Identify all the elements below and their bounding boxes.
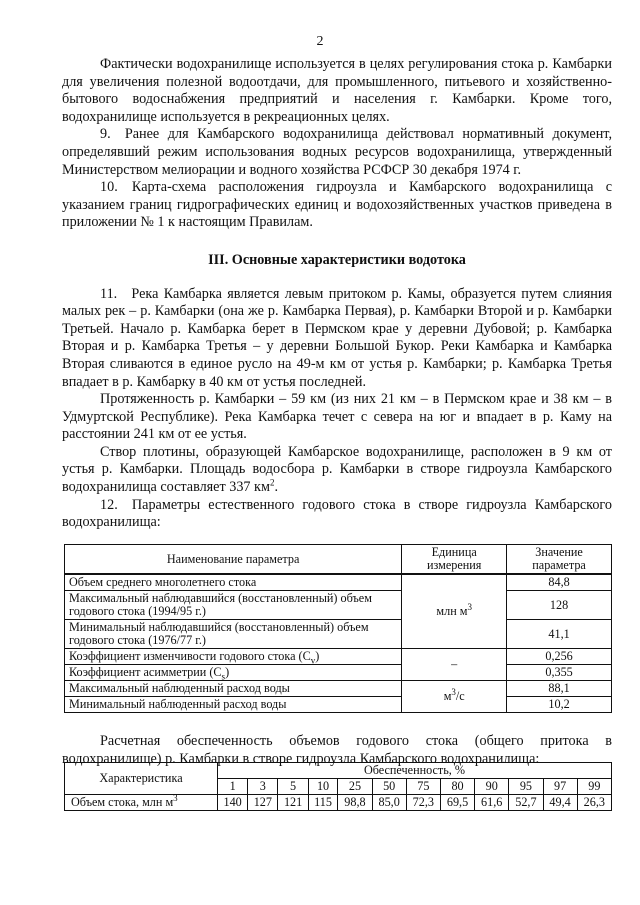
volume-cell: 115 [308,795,338,811]
header-characteristic: Характеристика [65,763,218,795]
prob-cell: 25 [338,779,372,795]
param-value: 88,1 [507,681,612,697]
param-unit-flow [402,681,507,713]
volume-cell: 49,4 [543,795,577,811]
prob-cell: 5 [278,779,308,795]
prob-cell: 75 [406,779,440,795]
prob-cell: 95 [509,779,543,795]
cs-label-end: ) [225,665,230,679]
cs-sub: s [221,671,226,682]
param-value: 41,1 [507,620,612,649]
unit-mln-text: млн м [436,604,468,618]
paragraph-calc: Расчетная обеспеченность объемов годового стока (общего притока в водохранилище) р. Камбарки в створе гидроузла Камбарского водохранилища: [62,733,612,767]
prob-cell: 97 [543,779,577,795]
unit-flow-text: м [443,689,452,703]
table-header-row [65,763,612,779]
table-row [65,681,612,697]
unit-flow-end: /с [455,689,465,703]
header-value: Значение параметра [507,545,612,575]
prob-cell: 1 [218,779,248,795]
row-label-sup: 3 [173,792,178,803]
header-probability: Обеспеченность, % [218,763,612,779]
paragraph-11: 11. Река Камбарка является левым притоком р. Камы, образуется путем слияния малых рек – р. Камбарки (она же р. Камбарка Первая), р. Камбарки Второй и р. Камбарки Третьей. Начало р. Камбарка берет в Пермском крае у деревни Дубовой; р. Камбарка Вторая и р. Камбарка Третья – у деревни Большой Букор. Реки Камбарка и Камбарка Вторая сливаются в единое русло на 49-м км от устья р. Камбарки; р. Камбарка Третья впадает в р. Камбарку в 40 км от устья последней. [62,285,612,390]
param-name: Объем среднего многолетнего стока [65,574,402,591]
table-row [65,649,612,665]
param-value: 0,355 [507,665,612,681]
param-unit-dash: – [402,649,507,681]
param-name: Максимальный наблюдавшийся (восстановленный) объем годового стока (1994/95 г.) [65,591,402,620]
volume-cell: 98,8 [338,795,372,811]
unit-flow-sup: 3 [451,686,456,697]
table-row [65,795,612,811]
km2-sup: 2 [269,477,275,488]
paragraph-12: 12. Параметры естественного годового стока в створе гидроузла Камбарского водохранилища: [62,496,612,531]
cv-sub: v [310,655,316,666]
param-unit-mln [402,574,507,649]
row-label-text: Объем стока, млн м [71,795,174,809]
param-value: 128 [507,591,612,620]
cv-label-end: ) [315,649,320,663]
page-number: 2 [316,34,324,49]
section-title: III. Основные характеристики водотока [208,251,466,268]
volume-cell: 52,7 [509,795,543,811]
param-value: 0,256 [507,649,612,665]
table-row [65,697,612,713]
table-row [65,665,612,681]
volume-cell: 127 [248,795,278,811]
paragraph-usage: Фактически водохранилище используется в целях регулирования стока р. Камбарки для увеличения полезной водоотдачи, для промышленного, питьевого и хозяйственно-бытового водоснабжения предприятий и населения г. Камбарки. Кроме того, водохранилище используется в рекреационных целях. [62,56,612,125]
param-name: Максимальный наблюденный расход воды [65,681,402,697]
cv-label: Коэффициент изменчивости годового стока (C [69,649,311,663]
prob-cell: 90 [475,779,509,795]
volume-cell: 121 [278,795,308,811]
table-row [65,591,612,620]
prob-cell: 3 [248,779,278,795]
header-name: Наименование параметра [65,545,402,575]
prob-cell: 99 [577,779,611,795]
param-name: Минимальный наблюдавшийся (восстановленный) объем годового стока (1976/77 г.) [65,620,402,649]
header-unit: Единица измерения [402,545,507,575]
prob-cell: 80 [440,779,474,795]
volume-cell: 72,3 [406,795,440,811]
row-label [65,792,218,811]
volume-cell: 85,0 [372,795,406,811]
prob-cell: 10 [308,779,338,795]
table-row [65,574,612,591]
param-name [65,665,402,681]
runoff-parameters-table [64,544,612,713]
paragraph-dam-text: Створ плотины, образующей Камбарское водохранилище, расположен в 9 км от устья р. Камбарки. Площадь водосбора р. Камбарки в створе гидроузла Камбарского водохранилища составляет 337 км [62,443,612,496]
cs-label: Коэффициент асимметрии (C [69,665,222,679]
table-header-row [65,545,612,575]
unit-mln-sup: 3 [467,601,472,612]
table-row [65,620,612,649]
volume-cell: 26,3 [577,795,611,811]
paragraph-10: 10. Карта-схема расположения гидроузла и Камбарского водохранилища с указанием границ гидрографических единиц и водохозяйственных участков приведена в приложении № 1 к настоящим Правилам. [62,179,612,231]
paragraph-dam-end: . [274,479,278,496]
probability-table [64,762,612,811]
volume-cell: 140 [218,795,248,811]
paragraph-dam [62,444,612,497]
prob-cell: 50 [372,779,406,795]
param-value: 10,2 [507,697,612,713]
param-value: 84,8 [507,574,612,591]
volume-cell: 61,6 [475,795,509,811]
volume-cell: 69,5 [440,795,474,811]
body-text [62,56,612,532]
param-name [65,649,402,665]
param-name: Минимальный наблюденный расход воды [65,697,402,713]
paragraph-length: Протяженность р. Камбарки – 59 км (из них 21 км – в Пермском крае и 38 км – в Удмуртской Республике). Река Камбарка течет с севера на юг и впадает в р. Каму на расстоянии 241 км от ее устья. [62,391,612,443]
paragraph-9: 9. Ранее для Камбарского водохранилища действовал нормативный документ, определявший режим использования водных ресурсов водохранилища, утвержденный Министерством мелиорации и водного хозяйства РСФСР 30 декабря 1974 г. [62,126,612,178]
